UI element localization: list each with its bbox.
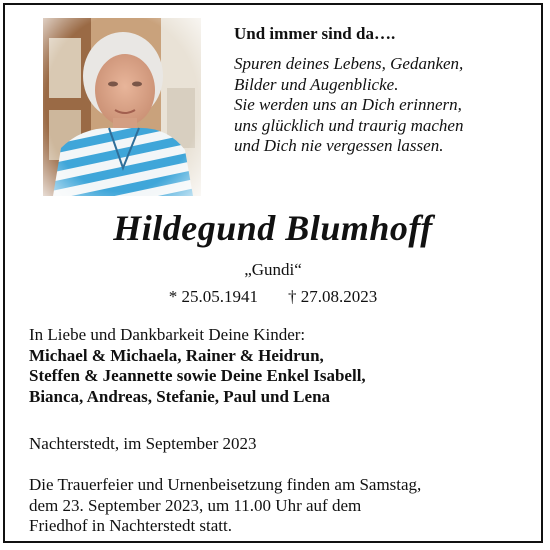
family-names-line: Bianca, Andreas, Stefanie, Paul und Lena [29, 386, 331, 406]
poem-line: Bilder und Augenblicke. [234, 74, 399, 94]
family-intro: In Liebe und Dankbarkeit Deine Kinder: [29, 325, 306, 344]
place-and-date: Nachterstedt, im September 2023 [29, 434, 257, 453]
portrait-photo [43, 18, 201, 196]
birth-date: * 25.05.1941 [168, 287, 258, 306]
deceased-name: Hildegund Blumhoff [113, 208, 433, 248]
poem-line: Spuren deines Lebens, Gedanken, [234, 54, 464, 73]
funeral-service-notice [29, 475, 421, 537]
obituary-frame [3, 3, 543, 543]
family-names-line: Steffen & Jeannette sowie Deine Enkel Isabell, [29, 366, 366, 385]
poem-line: uns glücklich und traurig machen [234, 115, 464, 135]
poem-verse [234, 54, 463, 157]
family-names-line: Michael & Michaela, Rainer & Heidrun, [29, 345, 324, 365]
service-line: Friedhof in Nachterstedt statt. [29, 516, 233, 535]
family-mourners [29, 325, 366, 407]
deceased-nickname: „Gundi“ [244, 260, 302, 279]
poem-line: Sie werden uns an Dich erinnern, [234, 95, 462, 114]
life-dates [5, 286, 541, 308]
service-line: dem 23. September 2023, um 11.00 Uhr auf dem [29, 495, 362, 515]
service-line: Die Trauerfeier und Urnenbeisetzung finden am Samstag, [29, 475, 422, 494]
death-date: † 27.08.2023 [288, 287, 378, 306]
poem-line: und Dich nie vergessen lassen. [234, 136, 444, 155]
poem-title: Und immer sind da…. [234, 24, 396, 43]
